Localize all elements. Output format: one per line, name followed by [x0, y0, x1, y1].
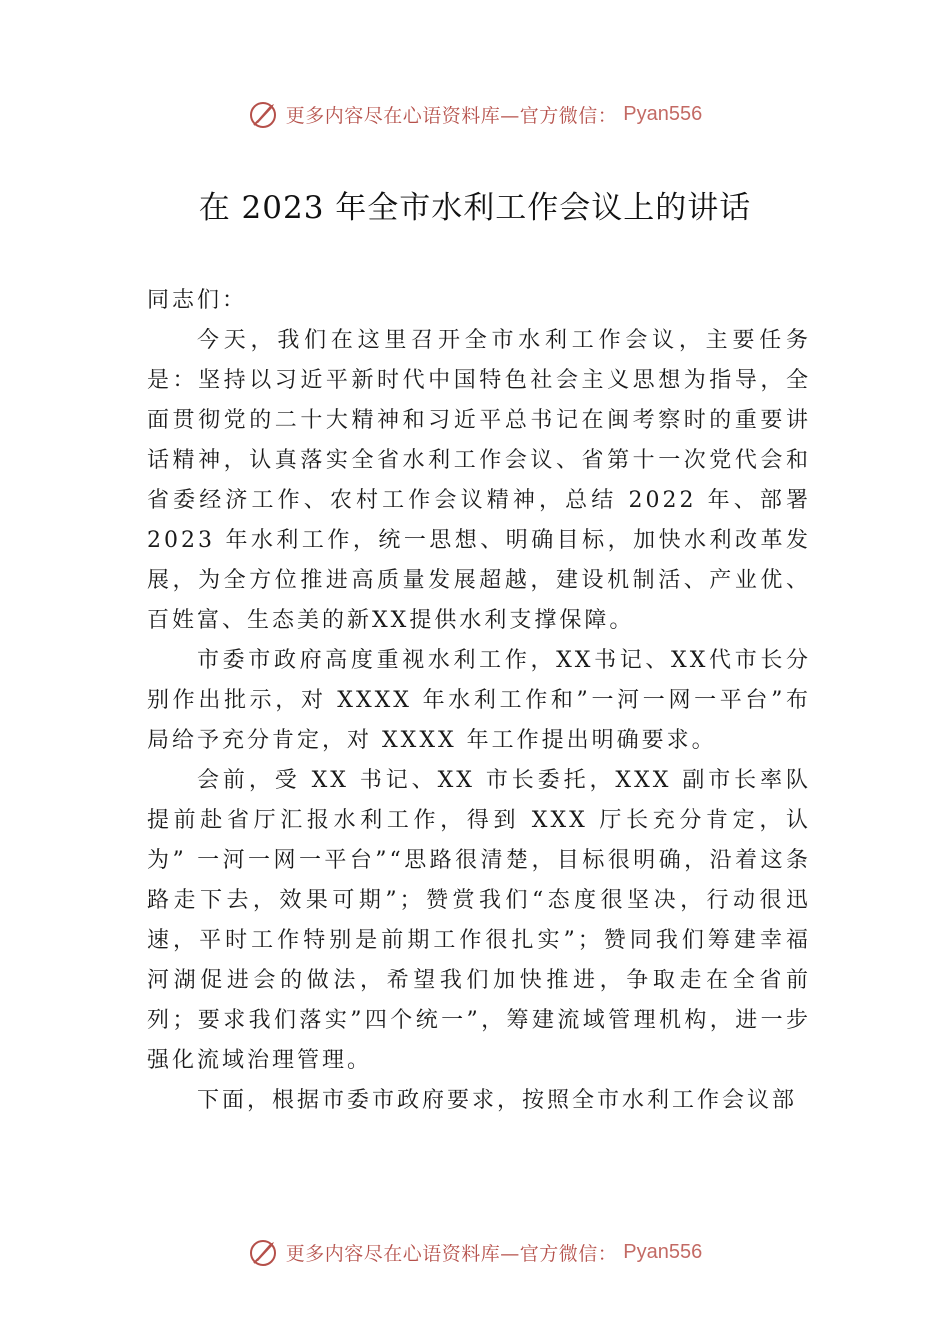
document-title: 在 2023 年全市水利工作会议上的讲话	[198, 190, 752, 226]
watermark-wechat-id: Pyan556	[623, 102, 703, 125]
quill-logo-icon	[248, 98, 280, 130]
watermark-footer	[0, 1232, 950, 1272]
watermark-wechat-id: Pyan556	[623, 1240, 703, 1263]
paragraph: 市委市政府高度重视水利工作，XX书记、XX代市长分别作出批示，对 XXXX 年水利工作和”一河一网一平台”布局给予充分肯定，对 XXXX 年工作提出明确要求。	[147, 648, 811, 753]
paragraph: 下面，根据市委市政府要求，按照全市水利工作会议部	[197, 1088, 798, 1113]
paragraph: 今天，我们在这里召开全市水利工作会议，主要任务是：坚持以习近平新时代中国特色社会主义思想为指导，全面贯彻党的二十大精神和习近平总书记在闽考察时的重要讲话精神，认真落实全省水利工作会议、省第十一次党代会和省委经济工作、农村工作会议精神，总结 2022 年、部署 2023 年水利工作，统一思想、明确目标，加快水利改革发展，为全方位推进高质量发展超越，建设机制活、产业优、百姓富、生态美的新XX提供水利支撑保障。	[147, 328, 811, 633]
document-body	[147, 281, 811, 1121]
watermark-header	[0, 94, 950, 134]
paragraph: 会前，受 XX 书记、XX 市长委托，XXX 副市长率队提前赴省厅汇报水利工作，得到 XXX 厅长充分肯定，认为” 一河一网一平台”“思路很清楚，目标很明确，沿着这条路走下去，效果可期”；赞赏我们“态度很坚决，行动很迅速，平时工作特别是前期工作很扎实”；赞同我们筹建幸福河湖促进会的做法，希望我们加快推进，争取走在全省前列；要求我们落实”四个统一”，筹建流域管理机构，进一步强化流域治理管理。	[147, 768, 811, 1073]
salutation: 同志们：	[147, 288, 248, 313]
quill-logo-icon	[248, 1236, 280, 1268]
watermark-text: 更多内容尽在心语资料库—官方微信：	[285, 104, 618, 127]
watermark-text: 更多内容尽在心语资料库—官方微信：	[285, 1242, 618, 1265]
